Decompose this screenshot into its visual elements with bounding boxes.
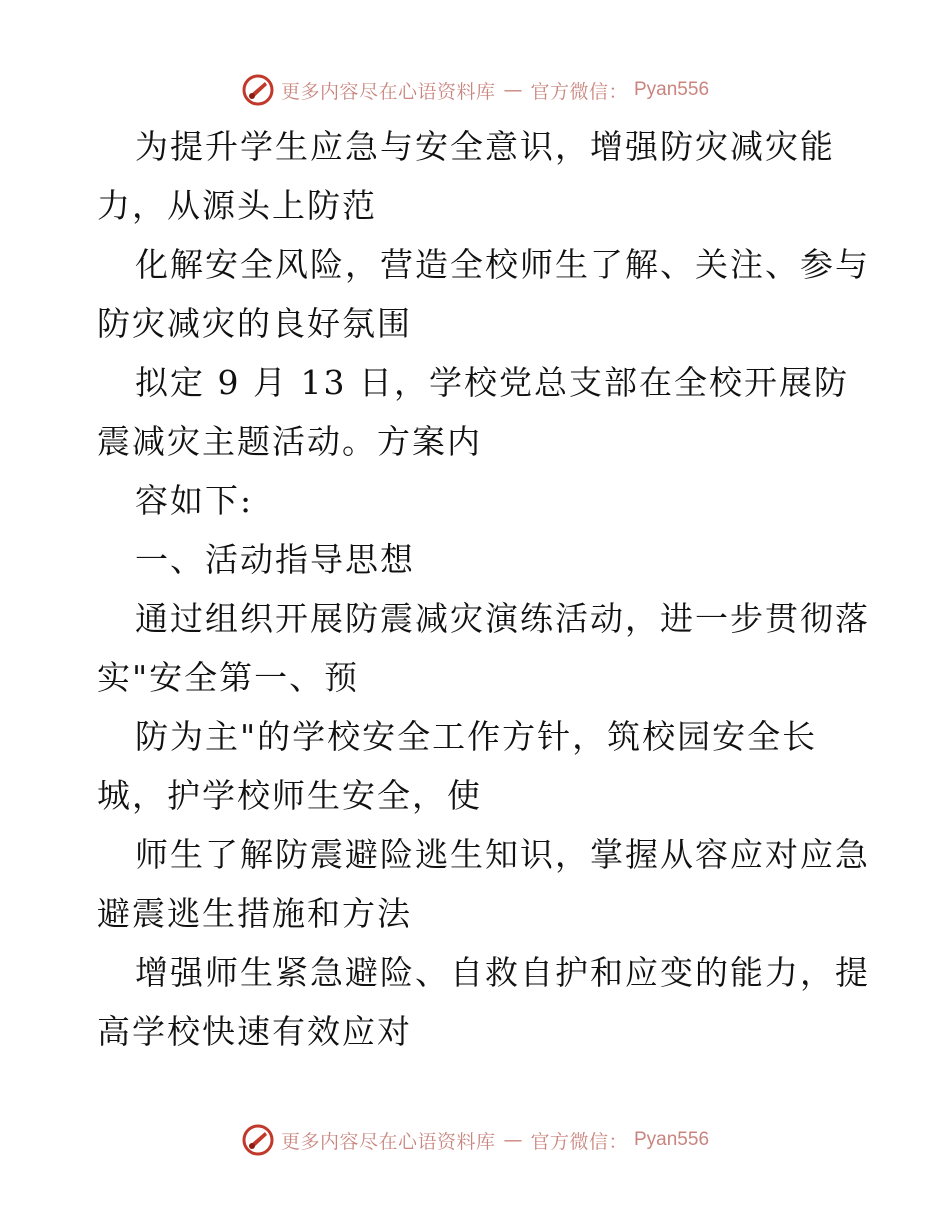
text-line: 高学校快速有效应对 <box>97 1012 412 1051</box>
text-line: 力，从源头上防范 <box>97 186 377 225</box>
watermark-text: 更多内容尽在心语资料库 <box>280 80 496 103</box>
header-watermark <box>0 70 950 110</box>
text-line: 化解安全风险，营造全校师生了解、关注、参与 <box>135 245 870 284</box>
text-line: 增强师生紧急避险、自救自护和应变的能力，提 <box>135 953 870 992</box>
text-line: 通过组织开展防震减灾演练活动，进一步贯彻落 <box>135 599 870 638</box>
text-line: 震减灾主题活动。方案内 <box>97 422 482 461</box>
text-line: 师生了解防震避险逃生知识，掌握从容应对应急 <box>135 835 870 874</box>
footer-watermark <box>0 1120 950 1160</box>
brand-logo-icon <box>241 73 275 107</box>
text-line: 容如下: <box>135 481 254 520</box>
document-body <box>97 117 870 1061</box>
text-line: 防为主"的学校安全工作方针，筑校园安全长 <box>135 717 818 756</box>
watermark-dash: — <box>503 1129 523 1151</box>
brand-logo-icon <box>241 1123 275 1157</box>
watermark-suffix: 官方微信： <box>530 80 628 103</box>
watermark-id: Pyan556 <box>634 79 710 100</box>
section-heading: 一、活动指导思想 <box>135 540 415 579</box>
text-line: 实"安全第一、预 <box>97 658 360 697</box>
watermark-text: 更多内容尽在心语资料库 <box>280 1130 496 1153</box>
watermark-suffix: 官方微信： <box>530 1130 628 1153</box>
watermark-dash: — <box>503 79 523 101</box>
text-line: 城，护学校师生安全，使 <box>97 776 482 815</box>
text-line: 拟定 9 月 13 日，学校党总支部在全校开展防 <box>135 363 849 402</box>
text-line: 避震逃生措施和方法 <box>97 894 412 933</box>
text-line: 防灾减灾的良好氛围 <box>97 304 412 343</box>
text-line: 为提升学生应急与安全意识，增强防灾减灾能 <box>135 127 835 166</box>
watermark-id: Pyan556 <box>634 1129 710 1150</box>
